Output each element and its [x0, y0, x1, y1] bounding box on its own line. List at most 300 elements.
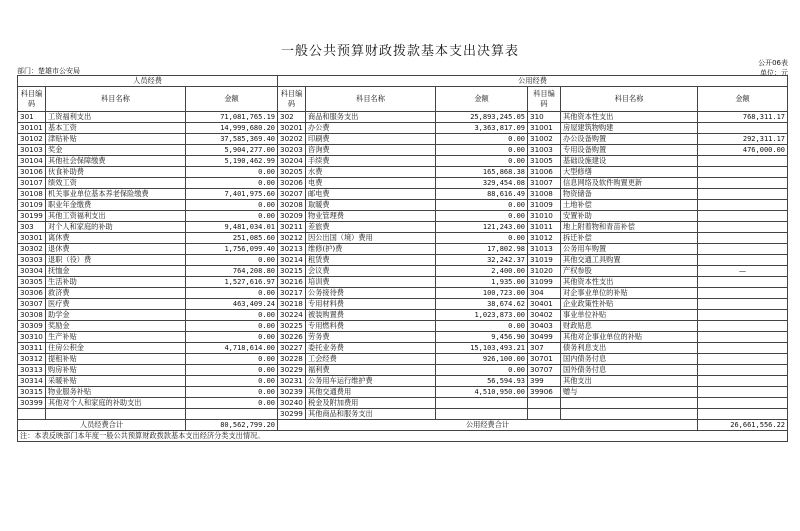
cell-code: 30313 [18, 365, 46, 376]
cell-amount [436, 409, 528, 420]
cell-amount [186, 409, 278, 420]
table-row [18, 288, 788, 299]
form-no: 公开06表 [758, 59, 788, 67]
cell-code: 31002 [528, 134, 561, 145]
cell-name: 公务用车运行维护费 [306, 376, 436, 387]
cell-code: 30299 [278, 409, 306, 420]
cell-code: 302 [278, 112, 306, 123]
cell-name: 物资储备 [561, 189, 698, 200]
cell-amount: 764,208.80 [186, 266, 278, 277]
cell-amount: 32,242.37 [436, 255, 528, 266]
table-row [18, 145, 788, 156]
total-public-label: 公用经费合计 [278, 420, 698, 431]
cell-code: 30308 [18, 310, 46, 321]
cell-amount: 9,456.90 [436, 332, 528, 343]
cell-code: 303 [18, 222, 46, 233]
table-row [18, 299, 788, 310]
cell-name: 购房补贴 [46, 365, 186, 376]
cell-code: 30215 [278, 266, 306, 277]
table-row [18, 266, 788, 277]
cell-amount: 9,481,034.01 [186, 222, 278, 233]
cell-amount: 0.00 [186, 211, 278, 222]
cell-code: 30212 [278, 233, 306, 244]
table-row [18, 321, 788, 332]
table-row [18, 332, 788, 343]
cell-name: 赠与 [561, 387, 698, 398]
unit-label: 单位：元 [760, 69, 788, 77]
cell-amount [698, 365, 788, 376]
cell-code [528, 409, 561, 420]
cell-amount: 0.00 [186, 387, 278, 398]
cell-name: 救济费 [46, 288, 186, 299]
cell-code: 30218 [278, 299, 306, 310]
cell-code: 30213 [278, 244, 306, 255]
cell-amount: 0.00 [186, 200, 278, 211]
cell-amount: 329,454.08 [436, 178, 528, 189]
cell-code: 30314 [18, 376, 46, 387]
cell-amount: 5,190,462.99 [186, 156, 278, 167]
table-row [18, 200, 788, 211]
cell-amount: 1,756,099.40 [186, 244, 278, 255]
cell-amount [698, 354, 788, 365]
cell-name: 其他对企事业单位的补贴 [561, 332, 698, 343]
cell-name: 取暖费 [306, 200, 436, 211]
cell-code: 30229 [278, 365, 306, 376]
col-header-code: 科目编码 [278, 87, 306, 112]
cell-amount: 14,999,680.20 [186, 123, 278, 134]
cell-name: 退职（役）费 [46, 255, 186, 266]
cell-amount: 1,935.00 [436, 277, 528, 288]
cell-name: 专用设备购置 [561, 145, 698, 156]
cell-name: 津贴补贴 [46, 134, 186, 145]
cell-name: 财政贴息 [561, 321, 698, 332]
cell-name: 会议费 [306, 266, 436, 277]
cell-name: 对个人和家庭的补助 [46, 222, 186, 233]
cell-code: 30103 [18, 145, 46, 156]
cell-name: 被装购置费 [306, 310, 436, 321]
cell-name: 职业年金缴费 [46, 200, 186, 211]
table-row [18, 222, 788, 233]
cell-amount: 0.00 [436, 134, 528, 145]
table-row [18, 354, 788, 365]
cell-amount [698, 222, 788, 233]
col-header-code: 科目编码 [18, 87, 46, 112]
cell-amount [698, 211, 788, 222]
cell-amount: 0.00 [186, 255, 278, 266]
cell-name: 专用燃料费 [306, 321, 436, 332]
cell-code: 31020 [528, 266, 561, 277]
cell-amount: — [698, 266, 788, 277]
cell-name: 其他支出 [561, 376, 698, 387]
cell-code: 30228 [278, 354, 306, 365]
cell-code: 30302 [18, 244, 46, 255]
cell-code: 30199 [18, 211, 46, 222]
cell-amount: 1,527,616.97 [186, 277, 278, 288]
table-row [18, 112, 788, 123]
cell-code: 30707 [528, 365, 561, 376]
cell-name: 房屋建筑物购建 [561, 123, 698, 134]
cell-name: 其他社会保障缴费 [46, 156, 186, 167]
table-row [18, 189, 788, 200]
cell-name: 奖励金 [46, 321, 186, 332]
cell-amount: 0.00 [436, 321, 528, 332]
cell-amount [698, 387, 788, 398]
cell-name: 大型修缮 [561, 167, 698, 178]
cell-name: 其他工资福利支出 [46, 211, 186, 222]
cell-amount: 463,409.24 [186, 299, 278, 310]
cell-amount: 3,363,817.09 [436, 123, 528, 134]
cell-code: 30101 [18, 123, 46, 134]
cell-amount: 0.00 [186, 376, 278, 387]
table-row [18, 167, 788, 178]
cell-amount [698, 299, 788, 310]
cell-amount [698, 288, 788, 299]
cell-code: 30305 [18, 277, 46, 288]
cell-code: 30104 [18, 156, 46, 167]
cell-code: 30206 [278, 178, 306, 189]
table-row [18, 365, 788, 376]
col-header-name: 科目名称 [306, 87, 436, 112]
cell-amount: 292,311.17 [698, 134, 788, 145]
cell-code: 30216 [278, 277, 306, 288]
cell-amount: 37,585,369.40 [186, 134, 278, 145]
cell-name: 租赁费 [306, 255, 436, 266]
cell-name: 离休费 [46, 233, 186, 244]
cell-code: 31008 [528, 189, 561, 200]
expenditure-table [17, 75, 788, 442]
cell-code: 31006 [528, 167, 561, 178]
cell-name: 办公设备购置 [561, 134, 698, 145]
col-header-name: 科目名称 [561, 87, 698, 112]
cell-code: 30401 [528, 299, 561, 310]
table-row [18, 156, 788, 167]
cell-name: 公务接待费 [306, 288, 436, 299]
cell-code: 30309 [18, 321, 46, 332]
cell-code: 31003 [528, 145, 561, 156]
cell-amount: 0.00 [186, 365, 278, 376]
cell-amount: 0.00 [436, 211, 528, 222]
col-header-amount: 金额 [436, 87, 528, 112]
cell-code: 31099 [528, 277, 561, 288]
cell-amount: 5,904,277.00 [186, 145, 278, 156]
cell-amount [698, 156, 788, 167]
cell-code: 30311 [18, 343, 46, 354]
cell-code: 30239 [278, 387, 306, 398]
table-row [18, 255, 788, 266]
cell-name: 企业政策性补贴 [561, 299, 698, 310]
cell-code: 30217 [278, 288, 306, 299]
table-row [18, 398, 788, 409]
cell-code: 30312 [18, 354, 46, 365]
table-row [18, 244, 788, 255]
table-row [18, 178, 788, 189]
cell-code: 30226 [278, 332, 306, 343]
cell-code [18, 409, 46, 420]
cell-amount: 476,000.00 [698, 145, 788, 156]
cell-code: 30224 [278, 310, 306, 321]
cell-amount: 25,893,245.05 [436, 112, 528, 123]
cell-amount: 0.00 [436, 233, 528, 244]
cell-amount: 0.00 [186, 178, 278, 189]
cell-code: 31005 [528, 156, 561, 167]
table-row [18, 123, 788, 134]
cell-name [46, 409, 186, 420]
cell-amount: 88,616.49 [436, 189, 528, 200]
cell-code: 39906 [528, 387, 561, 398]
cell-name: 咨询费 [306, 145, 436, 156]
cell-name: 公务用车购置 [561, 244, 698, 255]
cell-name: 退休费 [46, 244, 186, 255]
cell-code: 30303 [18, 255, 46, 266]
cell-amount: 7,401,975.60 [186, 189, 278, 200]
cell-name: 电费 [306, 178, 436, 189]
table-row [18, 409, 788, 420]
cell-amount: 251,085.60 [186, 233, 278, 244]
cell-code: 30499 [528, 332, 561, 343]
cell-amount [698, 244, 788, 255]
cell-name: 福利费 [306, 365, 436, 376]
cell-amount: 121,243.00 [436, 222, 528, 233]
cell-amount [698, 332, 788, 343]
cell-amount: 0.00 [436, 200, 528, 211]
cell-code: 30315 [18, 387, 46, 398]
cell-name: 债务利息支出 [561, 343, 698, 354]
cell-amount: 0.00 [186, 332, 278, 343]
cell-code: 30306 [18, 288, 46, 299]
cell-amount: 1,023,873.00 [436, 310, 528, 321]
cell-amount: 0.00 [186, 354, 278, 365]
cell-name: 助学金 [46, 310, 186, 321]
cell-name: 差旅费 [306, 222, 436, 233]
table-body [18, 112, 788, 420]
cell-name: 其他交通工具购置 [561, 255, 698, 266]
cell-amount [698, 277, 788, 288]
cell-code: 30211 [278, 222, 306, 233]
cell-name: 其他对个人和家庭的补助支出 [46, 398, 186, 409]
cell-name: 维修(护)费 [306, 244, 436, 255]
cell-amount: 38,674.62 [436, 299, 528, 310]
cell-code: 30205 [278, 167, 306, 178]
cell-code: 30231 [278, 376, 306, 387]
cell-amount: 165,868.38 [436, 167, 528, 178]
cell-code: 30701 [528, 354, 561, 365]
cell-amount: 71,081,765.19 [186, 112, 278, 123]
cell-amount [698, 167, 788, 178]
cell-amount: 100,723.00 [436, 288, 528, 299]
table-row [18, 387, 788, 398]
cell-code: 30204 [278, 156, 306, 167]
cell-code: 304 [528, 288, 561, 299]
table-row [18, 343, 788, 354]
cell-amount: 56,594.93 [436, 376, 528, 387]
table-row [18, 376, 788, 387]
cell-code: 307 [528, 343, 561, 354]
cell-code: 30203 [278, 145, 306, 156]
cell-code: 30102 [18, 134, 46, 145]
cell-code: 30310 [18, 332, 46, 343]
cell-code: 30107 [18, 178, 46, 189]
cell-amount: 0.00 [436, 145, 528, 156]
cell-name: 产权参股 [561, 266, 698, 277]
cell-code: 30201 [278, 123, 306, 134]
cell-name: 办公费 [306, 123, 436, 134]
cell-name: 抚恤金 [46, 266, 186, 277]
cell-code: 30402 [528, 310, 561, 321]
total-personnel-label: 人员经费合计 [18, 420, 186, 431]
cell-code: 30399 [18, 398, 46, 409]
cell-name: 绩效工资 [46, 178, 186, 189]
cell-name [561, 398, 698, 409]
cell-code: 30207 [278, 189, 306, 200]
table-row [18, 211, 788, 222]
cell-name: 基础设施建设 [561, 156, 698, 167]
cell-name: 拆迁补偿 [561, 233, 698, 244]
cell-name: 其他资本性支出 [561, 112, 698, 123]
cell-code: 30227 [278, 343, 306, 354]
cell-name: 国外债务付息 [561, 365, 698, 376]
cell-name: 商品和服务支出 [306, 112, 436, 123]
cell-code: 31001 [528, 123, 561, 134]
cell-name: 培训费 [306, 277, 436, 288]
cell-name: 奖金 [46, 145, 186, 156]
table-row [18, 277, 788, 288]
cell-name: 伙食补助费 [46, 167, 186, 178]
cell-name: 手续费 [306, 156, 436, 167]
cell-code [528, 398, 561, 409]
report-title: 一般公共预算财政拨款基本支出决算表 [280, 44, 519, 59]
cell-code: 31011 [528, 222, 561, 233]
cell-amount [698, 233, 788, 244]
cell-name: 医疗费 [46, 299, 186, 310]
cell-name [561, 409, 698, 420]
cell-name: 工会经费 [306, 354, 436, 365]
cell-name: 专用材料费 [306, 299, 436, 310]
cell-name: 住房公积金 [46, 343, 186, 354]
cell-name: 采暖补贴 [46, 376, 186, 387]
cell-name: 劳务费 [306, 332, 436, 343]
cell-code: 31013 [528, 244, 561, 255]
cell-amount: 2,400.00 [436, 266, 528, 277]
cell-amount [698, 321, 788, 332]
cell-name: 地上附着物和青苗补偿 [561, 222, 698, 233]
cell-code: 31009 [528, 200, 561, 211]
cell-name: 其他交通费用 [306, 387, 436, 398]
col-header-code: 科目编码 [528, 87, 561, 112]
cell-name: 机关事业单位基本养老保险缴费 [46, 189, 186, 200]
cell-code: 30106 [18, 167, 46, 178]
cell-amount [436, 398, 528, 409]
cell-amount [698, 123, 788, 134]
cell-amount: 0.00 [186, 310, 278, 321]
cell-name: 基本工资 [46, 123, 186, 134]
cell-amount: 926,100.00 [436, 354, 528, 365]
cell-code: 30307 [18, 299, 46, 310]
cell-name: 生产补贴 [46, 332, 186, 343]
cell-name: 工资福利支出 [46, 112, 186, 123]
cell-name: 提租补贴 [46, 354, 186, 365]
cell-amount [698, 409, 788, 420]
cell-code: 31010 [528, 211, 561, 222]
cell-amount: 0.00 [186, 321, 278, 332]
cell-code: 30301 [18, 233, 46, 244]
cell-amount: 15,103,493.21 [436, 343, 528, 354]
cell-name: 其他资本性支出 [561, 277, 698, 288]
cell-amount [698, 310, 788, 321]
cell-code: 301 [18, 112, 46, 123]
cell-name: 国内债务付息 [561, 354, 698, 365]
cell-name: 物业服务补贴 [46, 387, 186, 398]
total-public-value: 26,661,556.22 [698, 420, 788, 431]
cell-code: 30240 [278, 398, 306, 409]
cell-code: 30109 [18, 200, 46, 211]
cell-amount [698, 343, 788, 354]
cell-code: 31012 [528, 233, 561, 244]
cell-amount: 4,510,950.00 [436, 387, 528, 398]
col-header-name: 科目名称 [46, 87, 186, 112]
cell-amount: 0.00 [436, 156, 528, 167]
cell-code: 31007 [528, 178, 561, 189]
cell-code: 30202 [278, 134, 306, 145]
cell-code: 30214 [278, 255, 306, 266]
col-header-amount: 金额 [698, 87, 788, 112]
cell-code: 30403 [528, 321, 561, 332]
cell-name: 税金及附加费用 [306, 398, 436, 409]
cell-name: 事业单位补贴 [561, 310, 698, 321]
cell-name: 生活补助 [46, 277, 186, 288]
cell-name: 印刷费 [306, 134, 436, 145]
cell-name: 物业管理费 [306, 211, 436, 222]
table-row [18, 134, 788, 145]
group-header-personnel: 人员经费 [18, 76, 278, 87]
cell-amount [698, 178, 788, 189]
cell-code: 310 [528, 112, 561, 123]
cell-name: 委托业务费 [306, 343, 436, 354]
cell-amount: 0.00 [436, 365, 528, 376]
total-personnel-value: 80,562,799.20 [186, 420, 278, 431]
cell-code: 30208 [278, 200, 306, 211]
cell-name: 其他商品和服务支出 [306, 409, 436, 420]
cell-amount: 768,311.17 [698, 112, 788, 123]
department-label: 部门：楚雄市公安局 [17, 67, 80, 75]
table-row [18, 310, 788, 321]
cell-code: 30304 [18, 266, 46, 277]
cell-amount: 4,718,614.00 [186, 343, 278, 354]
group-header-public: 公用经费 [278, 76, 788, 87]
cell-amount [698, 189, 788, 200]
cell-code: 399 [528, 376, 561, 387]
table-row [18, 233, 788, 244]
cell-amount [698, 376, 788, 387]
cell-amount [698, 200, 788, 211]
cell-name: 邮电费 [306, 189, 436, 200]
cell-name: 对企事业单位的补贴 [561, 288, 698, 299]
cell-name: 土地补偿 [561, 200, 698, 211]
cell-amount [698, 255, 788, 266]
cell-code: 30225 [278, 321, 306, 332]
cell-name: 安置补助 [561, 211, 698, 222]
footnote: 注：本表反映部门本年度一般公共预算财政拨款基本支出经济分类支出情况。 [18, 431, 788, 442]
cell-name: 因公出国（境）费用 [306, 233, 436, 244]
cell-code: 31019 [528, 255, 561, 266]
cell-amount: 0.00 [186, 167, 278, 178]
cell-amount: 0.00 [186, 398, 278, 409]
cell-name: 水费 [306, 167, 436, 178]
cell-amount [698, 398, 788, 409]
cell-name: 信息网络及软件购置更新 [561, 178, 698, 189]
cell-amount: 0.00 [186, 288, 278, 299]
cell-amount: 17,802.98 [436, 244, 528, 255]
cell-code: 30209 [278, 211, 306, 222]
